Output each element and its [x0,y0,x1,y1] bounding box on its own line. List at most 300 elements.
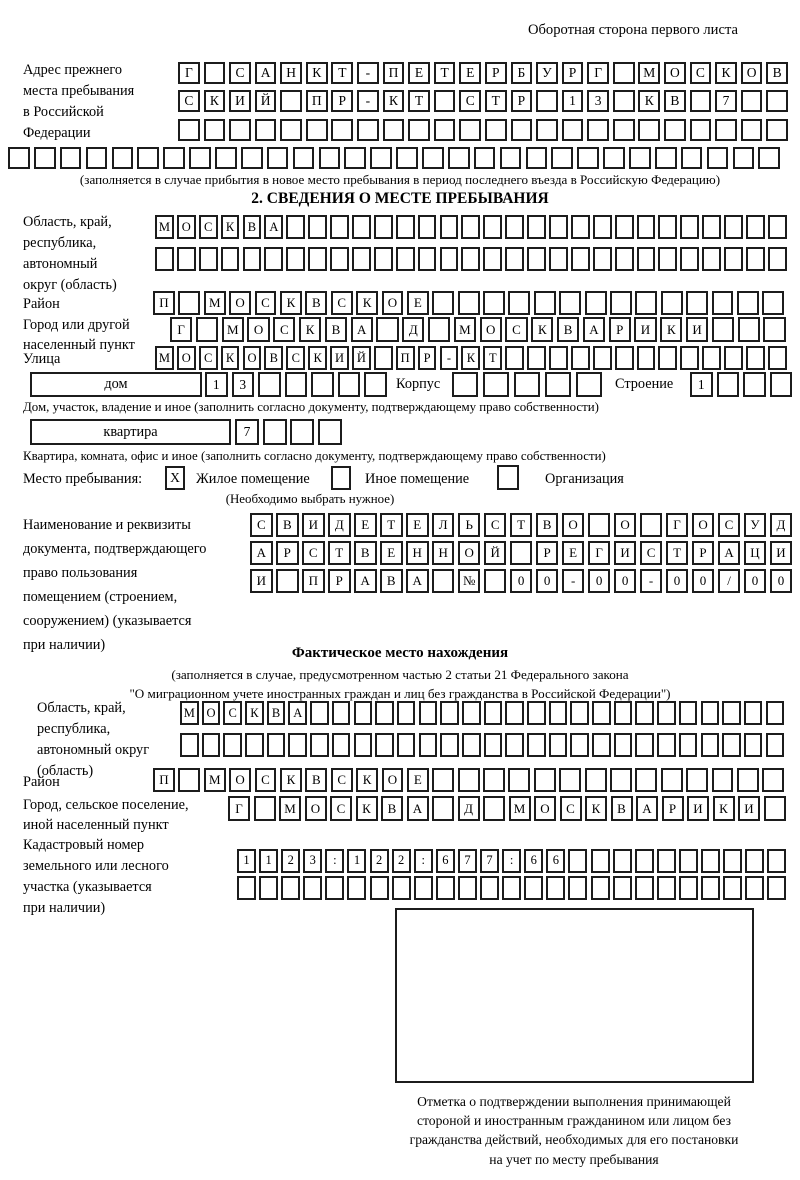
char-cell[interactable]: 0 [744,569,767,593]
char-cell[interactable]: М [155,346,174,370]
char-cell[interactable]: В [305,768,327,792]
char-cell[interactable] [527,346,546,370]
char-cell[interactable] [215,147,237,169]
char-cell[interactable]: Л [432,513,455,537]
char-cell[interactable] [635,733,654,757]
char-cell[interactable] [325,876,344,900]
char-cell[interactable] [452,372,478,397]
char-cell[interactable]: К [383,90,405,112]
char-cell[interactable]: В [557,317,579,342]
char-cell[interactable] [483,796,505,821]
char-cell[interactable] [505,215,524,239]
char-cell[interactable] [744,701,763,725]
char-cell[interactable] [549,346,568,370]
char-cell[interactable] [440,733,459,757]
char-cell[interactable] [223,733,242,757]
char-cell[interactable]: В [264,346,283,370]
char-cell[interactable]: У [536,62,558,84]
char-cell[interactable] [414,876,433,900]
char-cell[interactable]: 3 [232,372,255,397]
char-cell[interactable] [679,701,698,725]
char-cell[interactable]: К [204,90,226,112]
char-cell[interactable] [658,346,677,370]
char-cell[interactable] [60,147,82,169]
char-cell[interactable]: Р [609,317,631,342]
char-cell[interactable] [500,147,522,169]
char-cell[interactable] [376,317,398,342]
char-cell[interactable]: И [686,317,708,342]
char-cell[interactable] [658,247,677,271]
char-cell[interactable]: Ц [744,541,767,565]
char-cell[interactable]: 1 [237,849,256,873]
char-cell[interactable] [690,90,712,112]
char-cell[interactable] [178,119,200,141]
char-cell[interactable]: С [302,541,325,565]
char-cell[interactable] [591,849,610,873]
char-cell[interactable] [204,62,226,84]
char-cell[interactable]: 6 [524,849,543,873]
char-cell[interactable]: С [199,215,218,239]
char-cell[interactable] [640,513,663,537]
char-cell[interactable]: М [204,291,226,315]
char-cell[interactable] [570,701,589,725]
char-cell[interactable] [505,733,524,757]
char-cell[interactable] [306,119,328,141]
char-cell[interactable]: К [638,90,660,112]
char-cell[interactable] [286,215,305,239]
char-cell[interactable]: А [718,541,741,565]
char-cell[interactable]: 0 [536,569,559,593]
char-cell[interactable] [396,247,415,271]
char-cell[interactable] [661,291,683,315]
char-cell[interactable] [461,215,480,239]
char-cell[interactable] [701,876,720,900]
char-cell[interactable] [374,215,393,239]
char-cell[interactable]: К [356,291,378,315]
char-cell[interactable] [722,733,741,757]
char-cell[interactable]: Т [485,90,507,112]
char-cell[interactable] [766,701,785,725]
char-cell[interactable]: И [738,796,760,821]
char-cell[interactable] [549,215,568,239]
char-cell[interactable]: М [180,701,199,725]
char-cell[interactable] [546,876,565,900]
char-cell[interactable]: В [381,796,403,821]
char-cell[interactable] [733,147,755,169]
char-cell[interactable] [245,733,264,757]
char-cell[interactable] [440,701,459,725]
char-cell[interactable] [635,876,654,900]
char-cell[interactable] [724,215,743,239]
char-cell[interactable] [679,733,698,757]
char-cell[interactable] [613,119,635,141]
char-cell[interactable]: М [638,62,660,84]
char-cell[interactable] [614,733,633,757]
char-cell[interactable] [576,372,602,397]
char-cell[interactable] [483,372,509,397]
char-cell[interactable] [258,372,281,397]
char-cell[interactable]: 6 [546,849,565,873]
char-cell[interactable] [310,733,329,757]
char-cell[interactable]: 2 [392,849,411,873]
char-cell[interactable]: В [305,291,327,315]
char-cell[interactable]: 0 [692,569,715,593]
char-cell[interactable]: 7 [458,849,477,873]
char-cell[interactable]: У [744,513,767,537]
char-cell[interactable] [762,291,784,315]
char-cell[interactable] [267,733,286,757]
char-cell[interactable] [768,247,787,271]
char-cell[interactable]: А [406,569,429,593]
char-cell[interactable]: И [302,513,325,537]
char-cell[interactable]: К [221,215,240,239]
char-cell[interactable] [196,317,218,342]
char-cell[interactable]: В [536,513,559,537]
stay-type-checkbox-residential[interactable]: X [165,466,185,490]
char-cell[interactable] [661,768,683,792]
char-cell[interactable] [527,215,546,239]
char-cell[interactable]: А [351,317,373,342]
char-cell[interactable] [758,147,780,169]
char-cell[interactable] [290,419,314,445]
char-cell[interactable] [527,247,546,271]
char-cell[interactable] [637,215,656,239]
char-cell[interactable]: О [458,541,481,565]
char-cell[interactable] [263,419,287,445]
char-cell[interactable] [383,119,405,141]
char-cell[interactable] [723,849,742,873]
char-cell[interactable]: : [414,849,433,873]
char-cell[interactable] [357,119,379,141]
char-cell[interactable] [221,247,240,271]
char-cell[interactable]: П [153,768,175,792]
char-cell[interactable] [483,247,502,271]
char-cell[interactable]: О [305,796,327,821]
char-cell[interactable] [408,119,430,141]
char-cell[interactable] [614,701,633,725]
char-cell[interactable] [585,291,607,315]
char-cell[interactable]: С [459,90,481,112]
char-cell[interactable] [524,876,543,900]
char-cell[interactable] [434,119,456,141]
char-cell[interactable] [484,701,503,725]
char-cell[interactable] [702,346,721,370]
char-cell[interactable]: Д [402,317,424,342]
char-cell[interactable] [311,372,334,397]
char-cell[interactable]: 0 [588,569,611,593]
char-cell[interactable]: Т [483,346,502,370]
char-cell[interactable]: Г [228,796,250,821]
char-cell[interactable] [741,119,763,141]
char-cell[interactable] [737,768,759,792]
char-cell[interactable] [484,733,503,757]
char-cell[interactable] [344,147,366,169]
char-cell[interactable]: С [199,346,218,370]
char-cell[interactable]: Р [562,62,584,84]
char-cell[interactable]: Т [331,62,353,84]
char-cell[interactable] [331,119,353,141]
char-cell[interactable] [458,291,480,315]
char-cell[interactable]: Г [588,541,611,565]
char-cell[interactable]: И [634,317,656,342]
char-cell[interactable]: Т [408,90,430,112]
char-cell[interactable]: 3 [587,90,609,112]
char-cell[interactable] [352,215,371,239]
char-cell[interactable] [319,147,341,169]
char-cell[interactable] [310,701,329,725]
char-cell[interactable]: К [221,346,240,370]
char-cell[interactable]: 7 [715,90,737,112]
char-cell[interactable] [603,147,625,169]
char-cell[interactable] [255,119,277,141]
char-cell[interactable] [483,215,502,239]
char-cell[interactable]: - [440,346,459,370]
char-cell[interactable]: Д [458,796,480,821]
char-cell[interactable]: В [354,541,377,565]
char-cell[interactable] [461,247,480,271]
char-cell[interactable]: С [690,62,712,84]
char-cell[interactable] [418,215,437,239]
char-cell[interactable] [712,317,734,342]
char-cell[interactable]: Й [484,541,507,565]
char-cell[interactable] [745,876,764,900]
char-cell[interactable] [308,215,327,239]
char-cell[interactable]: А [407,796,429,821]
char-cell[interactable]: Р [485,62,507,84]
char-cell[interactable] [241,147,263,169]
char-cell[interactable]: 2 [370,849,389,873]
char-cell[interactable]: О [741,62,763,84]
char-cell[interactable] [712,768,734,792]
char-cell[interactable]: 1 [205,372,228,397]
char-cell[interactable] [724,247,743,271]
char-cell[interactable] [592,733,611,757]
char-cell[interactable] [428,317,450,342]
char-cell[interactable]: Р [276,541,299,565]
char-cell[interactable] [330,215,349,239]
char-cell[interactable]: 0 [770,569,793,593]
char-cell[interactable] [680,346,699,370]
char-cell[interactable] [508,291,530,315]
char-cell[interactable] [702,247,721,271]
char-cell[interactable] [459,119,481,141]
char-cell[interactable] [199,247,218,271]
char-cell[interactable] [637,247,656,271]
char-cell[interactable] [629,147,651,169]
char-cell[interactable] [396,147,418,169]
char-cell[interactable]: О [534,796,556,821]
char-cell[interactable] [657,849,676,873]
char-cell[interactable] [178,291,200,315]
char-cell[interactable] [767,849,786,873]
char-cell[interactable]: Г [587,62,609,84]
char-cell[interactable] [744,733,763,757]
char-cell[interactable] [332,733,351,757]
char-cell[interactable] [178,768,200,792]
char-cell[interactable] [745,849,764,873]
char-cell[interactable]: Н [432,541,455,565]
char-cell[interactable] [657,876,676,900]
char-cell[interactable] [723,876,742,900]
char-cell[interactable] [568,876,587,900]
char-cell[interactable] [514,372,540,397]
char-cell[interactable]: Т [666,541,689,565]
char-cell[interactable] [741,90,763,112]
char-cell[interactable] [527,733,546,757]
char-cell[interactable]: К [715,62,737,84]
char-cell[interactable] [568,849,587,873]
char-cell[interactable]: О [229,768,251,792]
char-cell[interactable]: А [264,215,283,239]
char-cell[interactable] [664,119,686,141]
char-cell[interactable]: Р [692,541,715,565]
char-cell[interactable] [637,346,656,370]
char-cell[interactable]: С [718,513,741,537]
char-cell[interactable] [635,849,654,873]
char-cell[interactable] [655,147,677,169]
char-cell[interactable] [571,215,590,239]
char-cell[interactable]: 0 [510,569,533,593]
char-cell[interactable]: Р [511,90,533,112]
char-cell[interactable]: А [354,569,377,593]
char-cell[interactable]: И [250,569,273,593]
char-cell[interactable]: Ь [458,513,481,537]
char-cell[interactable]: В [267,701,286,725]
char-cell[interactable]: А [288,701,307,725]
char-cell[interactable]: С [560,796,582,821]
char-cell[interactable]: С [505,317,527,342]
char-cell[interactable] [526,147,548,169]
char-cell[interactable] [717,372,740,397]
char-cell[interactable] [354,701,373,725]
char-cell[interactable]: П [383,62,405,84]
char-cell[interactable]: О [614,513,637,537]
char-cell[interactable]: О [202,701,221,725]
char-cell[interactable] [397,733,416,757]
char-cell[interactable] [613,90,635,112]
char-cell[interactable]: 0 [666,569,689,593]
char-cell[interactable] [712,291,734,315]
char-cell[interactable] [615,215,634,239]
char-cell[interactable] [432,569,455,593]
char-cell[interactable]: М [204,768,226,792]
char-cell[interactable]: Е [459,62,481,84]
char-cell[interactable] [615,247,634,271]
char-cell[interactable]: И [687,796,709,821]
char-cell[interactable] [610,768,632,792]
char-cell[interactable] [762,768,784,792]
char-cell[interactable]: Г [666,513,689,537]
char-cell[interactable] [330,247,349,271]
char-cell[interactable] [418,247,437,271]
char-cell[interactable]: - [640,569,663,593]
char-cell[interactable] [308,247,327,271]
char-cell[interactable]: С [273,317,295,342]
char-cell[interactable] [536,90,558,112]
char-cell[interactable]: О [229,291,251,315]
char-cell[interactable] [746,247,765,271]
char-cell[interactable]: К [280,291,302,315]
char-cell[interactable]: О [382,291,404,315]
char-cell[interactable] [559,291,581,315]
char-cell[interactable]: Е [354,513,377,537]
char-cell[interactable]: С [229,62,251,84]
char-cell[interactable] [432,291,454,315]
char-cell[interactable] [505,346,524,370]
char-cell[interactable]: В [380,569,403,593]
char-cell[interactable]: К [356,768,378,792]
char-cell[interactable]: О [664,62,686,84]
char-cell[interactable] [680,247,699,271]
char-cell[interactable] [422,147,444,169]
char-cell[interactable] [508,768,530,792]
char-cell[interactable] [485,119,507,141]
char-cell[interactable]: Т [380,513,403,537]
char-cell[interactable] [180,733,199,757]
char-cell[interactable]: Р [418,346,437,370]
char-cell[interactable] [364,372,387,397]
char-cell[interactable] [638,119,660,141]
char-cell[interactable] [768,215,787,239]
char-cell[interactable]: С [255,291,277,315]
char-cell[interactable]: Е [408,62,430,84]
char-cell[interactable] [559,768,581,792]
char-cell[interactable]: Д [328,513,351,537]
char-cell[interactable] [768,346,787,370]
char-cell[interactable]: 0 [614,569,637,593]
char-cell[interactable]: Т [328,541,351,565]
char-cell[interactable]: С [223,701,242,725]
char-cell[interactable]: Б [511,62,533,84]
char-cell[interactable] [462,701,481,725]
char-cell[interactable]: К [713,796,735,821]
char-cell[interactable] [374,247,393,271]
char-cell[interactable]: И [614,541,637,565]
char-cell[interactable] [577,147,599,169]
char-cell[interactable]: Т [434,62,456,84]
char-cell[interactable] [229,119,251,141]
char-cell[interactable]: В [243,215,262,239]
char-cell[interactable]: 2 [281,849,300,873]
char-cell[interactable] [534,768,556,792]
char-cell[interactable] [458,768,480,792]
char-cell[interactable] [370,876,389,900]
char-cell[interactable] [267,147,289,169]
char-cell[interactable]: С [331,768,353,792]
char-cell[interactable] [436,876,455,900]
char-cell[interactable] [588,513,611,537]
char-cell[interactable]: С [286,346,305,370]
char-cell[interactable] [707,147,729,169]
char-cell[interactable]: М [155,215,174,239]
char-cell[interactable] [293,147,315,169]
char-cell[interactable]: № [458,569,481,593]
char-cell[interactable] [562,119,584,141]
char-cell[interactable]: И [770,541,793,565]
char-cell[interactable] [591,876,610,900]
char-cell[interactable] [374,346,393,370]
char-cell[interactable]: - [357,62,379,84]
char-cell[interactable]: В [766,62,788,84]
char-cell[interactable] [440,247,459,271]
char-cell[interactable] [510,541,533,565]
char-cell[interactable] [502,876,521,900]
char-cell[interactable]: С [178,90,200,112]
char-cell[interactable]: М [509,796,531,821]
char-cell[interactable]: 1 [562,90,584,112]
char-cell[interactable]: К [660,317,682,342]
char-cell[interactable] [419,701,438,725]
